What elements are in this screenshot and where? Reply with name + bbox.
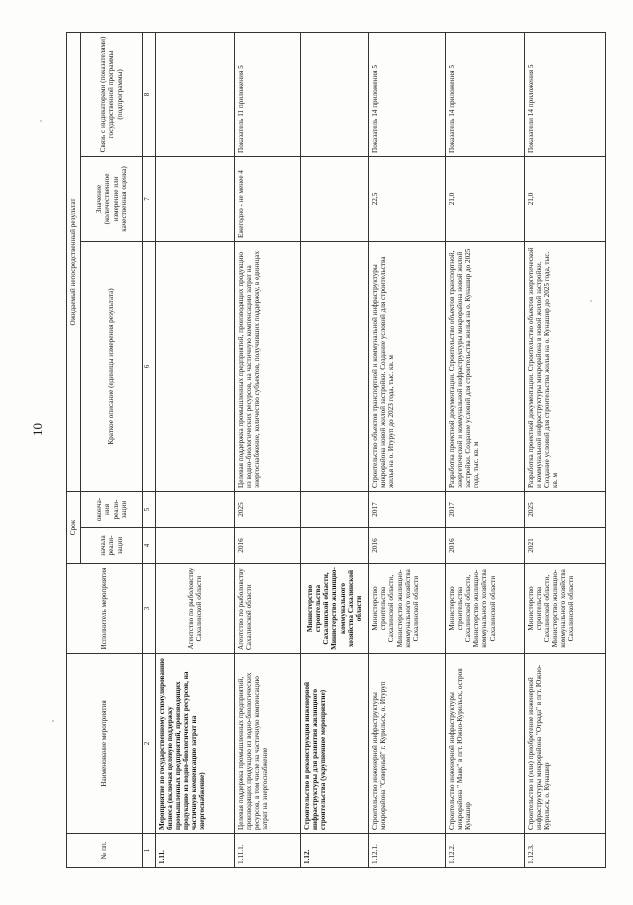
row-start: 2021 [525, 528, 606, 564]
header-num: № пп. [67, 834, 143, 868]
row-end: 2025 [525, 491, 606, 527]
row-name: Строительство инженерной инфраструктуры микрорайона "Северный" г. Курильск, о. Итуруп [369, 654, 446, 834]
row-start [156, 528, 235, 564]
header-result: Ожидаемый непосредственный результат [67, 32, 81, 491]
row-link: Показатели 14 приложения 5 [525, 32, 606, 156]
row-num: 1.11.1. [234, 834, 300, 868]
header-link: Связь с индикаторами (показателями) государственной программы (подпрограммы) [81, 32, 143, 156]
row-executor: Министерство строительства Сахалинской области, Министерство жилищно-коммунального хозяйства Сахалинской области [369, 564, 446, 654]
column-number: 5 [143, 491, 156, 527]
scan-speck [52, 720, 54, 722]
row-executor: Министерство строительства Сахалинской области, Министерство жилищно-коммунального хозяйства Сахалинской области [525, 564, 606, 654]
header-executor: Исполнитель мероприятия [67, 564, 143, 654]
row-executor: Министерство строительства Сахалинской области, Министерство жилищно-коммунального хозяйства Сахалинской области [446, 564, 525, 654]
row-link [156, 32, 235, 156]
row-name: Строительство инженерной инфраструктуры микрорайона " Маяк" в пгт. Южно-Курильск, остров Кунашир [446, 654, 525, 834]
row-link [300, 32, 369, 156]
row-value: 21,0 [446, 156, 525, 241]
header-description: Краткое описание (единицы измерения результата) [81, 241, 143, 491]
scan-speck [590, 300, 592, 302]
column-number: 7 [143, 156, 156, 241]
column-number: 4 [143, 528, 156, 564]
row-value: 22,5 [369, 156, 446, 241]
row-value [300, 156, 369, 241]
table-row [234, 32, 300, 867]
table-row [300, 32, 369, 867]
row-num: 1.12. [300, 834, 369, 868]
column-number: 1 [143, 834, 156, 868]
column-number-row [143, 32, 156, 867]
column-number: 3 [143, 564, 156, 654]
row-description: Разработка проектной документации. Строительство объектов транспортной, энергетической и коммунальной инфраструктуры микрорайона новой жилой застройки. Создание условий для строительства жилья на о. Кунашир до 2025 года, тыс. кв. м [446, 241, 525, 491]
row-name: Строительство и реконструкция инженерной инфраструктуры для развития жилищного строительства (укрупненное мероприятие) [300, 654, 369, 834]
row-description [156, 241, 235, 491]
page-number: 10 [30, 423, 45, 436]
row-executor: Министерство строительства Сахалинской области, Министерство жилищно-коммунального хозяйства Сахалинской области [300, 564, 369, 654]
row-num: 1.11. [156, 834, 235, 868]
row-num: 1.12.2. [446, 834, 525, 868]
row-link: Показатель 14 приложения 5 [446, 32, 525, 156]
row-executor: Агентство по рыболовству Сахалинской области [156, 564, 235, 654]
row-end: 2017 [369, 491, 446, 527]
row-num: 1.12.3. [525, 834, 606, 868]
row-start [300, 528, 369, 564]
header-end: оконча-ния реали-зации [81, 491, 143, 527]
table-row [156, 32, 235, 867]
row-description: Строительство объектов транспортной и коммунальной инфраструктуры микрорайона новой жилой застройки. Создание условий для строительства жилья на о. Итуруп до 2023 года, тыс. кв. м [369, 241, 446, 491]
row-end: 2017 [446, 491, 525, 527]
row-description [300, 241, 369, 491]
row-start: 2016 [446, 528, 525, 564]
row-description: Разработка проектной документации. Строительство объектов энергетической и коммунальной инфраструктуры микрорайона в новой жилой застройки. Создание условий для строительства жилья на о. Кунашир до 2025 года, тыс. кв. м [525, 241, 606, 491]
row-end: 2025 [234, 491, 300, 527]
header-name: Наименование мероприятия [67, 654, 143, 834]
row-start: 2016 [234, 528, 300, 564]
row-end [156, 491, 235, 527]
row-num: 1.12.1. [369, 834, 446, 868]
table-row [525, 32, 606, 867]
table-row [369, 32, 446, 867]
row-value [156, 156, 235, 241]
row-description: Целевая поддержка промышленных предприятий, производящих продукцию из водно-биологических ресурсов, на частичную компенсацию затрат на энергоснабжение, количество субъектов, получивших поддержку, в единицах [234, 241, 300, 491]
row-name: Целевая поддержка промышленных предприятий, производящих продукцию из водно-биологических ресурсов, в том числе на частичную компенсацию затрат на энергоснабжение [234, 654, 300, 834]
row-name: Мероприятие по государственному стимулированию бизнеса (включая целевую поддержку промышленных предприятий, производящих продукцию из водно-биологических ресурсов, на частичную компенсацию затрат на энергоснабжение) [156, 654, 235, 834]
column-number: 6 [143, 241, 156, 491]
row-link: Показатель 14 приложения 5 [369, 32, 446, 156]
row-value: 21,0 [525, 156, 606, 241]
activities-table [66, 32, 606, 868]
table-row [446, 32, 525, 867]
row-start: 2016 [369, 528, 446, 564]
row-value: Ежегодно - не менее 4 [234, 156, 300, 241]
row-executor: Агентство по рыболовству Сахалинской области [234, 564, 300, 654]
row-link: Показатель 11 приложения 5 [234, 32, 300, 156]
scan-speck [40, 120, 42, 122]
column-number: 2 [143, 654, 156, 834]
header-start: начала реали-зации [81, 528, 143, 564]
column-number: 8 [143, 32, 156, 156]
header-term: Срок [67, 491, 81, 563]
row-end [300, 491, 369, 527]
row-name: Строительство и (или) приобретение инженерной инфраструктуры микрорайона "Отрада" в пгт. Южно-Курильск, о. Кунашир [525, 654, 606, 834]
rotated-table-wrapper [66, 33, 606, 868]
header-value: Значение (количественное измерение или качественная оценка) [81, 156, 143, 241]
